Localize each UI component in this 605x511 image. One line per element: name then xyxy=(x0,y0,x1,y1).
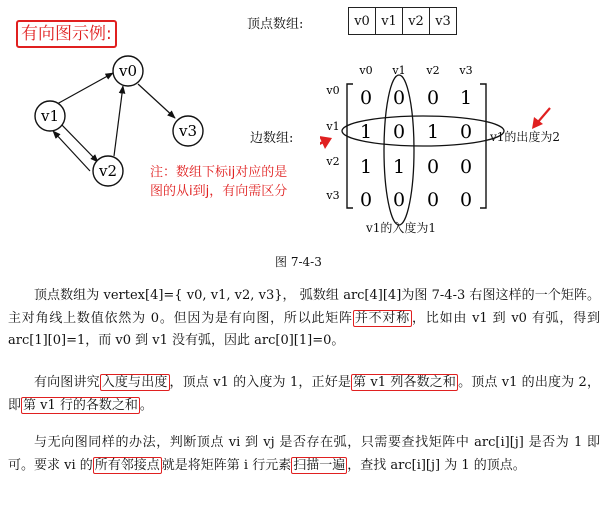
matrix-cell: 0 xyxy=(426,87,440,109)
highlight-in-out-degree: 入度与出度 xyxy=(101,375,168,390)
p3-text-c: ，查找 arc[i][j] 为 1 的顶点。 xyxy=(347,457,526,473)
highlight-scan-once: 扫描一遍 xyxy=(293,457,346,473)
node-v3-label: v3 xyxy=(178,122,198,140)
note-line-2: 图的从i到j，有向需区分 xyxy=(150,184,288,199)
figure-caption: 图 7-4-3 xyxy=(275,255,322,269)
edge-v0-v3 xyxy=(138,84,175,118)
matrix-label: 边数组: xyxy=(250,131,294,146)
node-v0 xyxy=(113,56,143,86)
adjacency-matrix xyxy=(320,58,605,243)
p2-text-d: 。 xyxy=(139,397,153,413)
edge-v1-v2 xyxy=(59,122,98,162)
note-line-1: 注：数组下标ij对应的是 xyxy=(150,165,288,180)
p3-text-b: 就是将矩阵第 i 行元素 xyxy=(161,457,292,473)
matrix-cell: 0 xyxy=(426,189,440,211)
matrix-cell: 1 xyxy=(392,156,406,178)
p1-text-b: ，比如由 v1 到 v0 有弧，得到 arc[1][0]=1，而 v0 到 v1 没有弧，因此 arc[0][1]=0。 xyxy=(8,310,600,348)
node-v1-label: v1 xyxy=(40,107,60,125)
matrix-cell: 0 xyxy=(459,121,473,143)
matrix-cell: 0 xyxy=(426,156,440,178)
edge-v2-v1 xyxy=(53,131,90,171)
col-header: v3 xyxy=(459,64,473,77)
p1-text-a: 顶点数组为 vertex[4]={ v0, v1, v2, v3}， 弧数组 arc[4][4]为图 7-4-3 右图这样的一个矩阵。主对角线上数值依然为 0。但因为是有向图，所以此矩阵 xyxy=(8,288,600,326)
node-v0-label: v0 xyxy=(118,62,138,80)
red-arrow-note xyxy=(320,142,323,163)
row-header: v3 xyxy=(326,189,340,202)
p2-text-a: 有向图讲究 xyxy=(34,375,100,390)
matrix-cell: 0 xyxy=(359,87,373,109)
highlight-all-adjacent: 所有邻接点 xyxy=(94,457,160,473)
node-v2 xyxy=(93,156,123,186)
vertex-cell: v3 xyxy=(430,8,457,35)
highlight-row-sum: 第 v1 行的各数之和 xyxy=(23,397,138,413)
p2-text-c: 。顶点 v1 的出度为 2，即 xyxy=(8,375,600,413)
outdegree-label: v1的出度为2 xyxy=(490,130,561,144)
matrix-cell: 1 xyxy=(426,121,440,143)
vertex-array-table xyxy=(348,7,457,35)
p3-text-a: 与无向图同样的办法，判断顶点 vi 到 vj 是否存在弧，只需要查找矩阵中 arc[i][j] 是否为 1 即可。要求 vi 的 xyxy=(8,435,600,473)
red-arrow-outdegree xyxy=(538,108,550,122)
paragraph-3 xyxy=(8,432,600,477)
matrix-left-bracket xyxy=(347,84,353,208)
row-header: v2 xyxy=(326,155,340,168)
node-v1 xyxy=(35,101,65,131)
matrix-cell: 0 xyxy=(459,189,473,211)
highlight-column-sum: 第 v1 列各数之和 xyxy=(353,375,457,390)
edge-v1-v0 xyxy=(57,73,113,104)
matrix-cell: 1 xyxy=(359,121,373,143)
indegree-label: v1的入度为1 xyxy=(366,221,437,235)
matrix-cell: 1 xyxy=(359,156,373,178)
example-title: 有向图示例: xyxy=(16,20,117,48)
vertex-cell: v1 xyxy=(376,8,403,35)
vertex-cell: v0 xyxy=(349,8,376,35)
col-header: v2 xyxy=(426,64,440,77)
matrix-cell: 0 xyxy=(459,156,473,178)
matrix-cell: 0 xyxy=(392,189,406,211)
col-header: v1 xyxy=(392,64,406,77)
vertex-cell: v2 xyxy=(403,8,430,35)
matrix-cell: 0 xyxy=(392,87,406,109)
matrix-cell: 1 xyxy=(459,87,473,109)
row-header: v1 xyxy=(326,120,340,133)
matrix-right-bracket xyxy=(480,84,486,208)
node-v3 xyxy=(173,116,203,146)
p2-text-b: ，顶点 v1 的入度为 1，正好是 xyxy=(169,375,351,390)
edge-v2-v0 xyxy=(114,86,123,156)
highlight-not-symmetric: 并不对称 xyxy=(354,310,411,326)
annotation-note xyxy=(150,163,287,201)
paragraph-2 xyxy=(8,372,600,417)
node-v2-label: v2 xyxy=(98,162,118,180)
col-header: v0 xyxy=(359,64,373,77)
matrix-cell: 0 xyxy=(392,121,406,143)
vertex-array-label: 顶点数组: xyxy=(247,17,304,32)
paragraph-1 xyxy=(8,285,600,353)
matrix-cell: 0 xyxy=(359,189,373,211)
row-header: v0 xyxy=(326,84,340,97)
